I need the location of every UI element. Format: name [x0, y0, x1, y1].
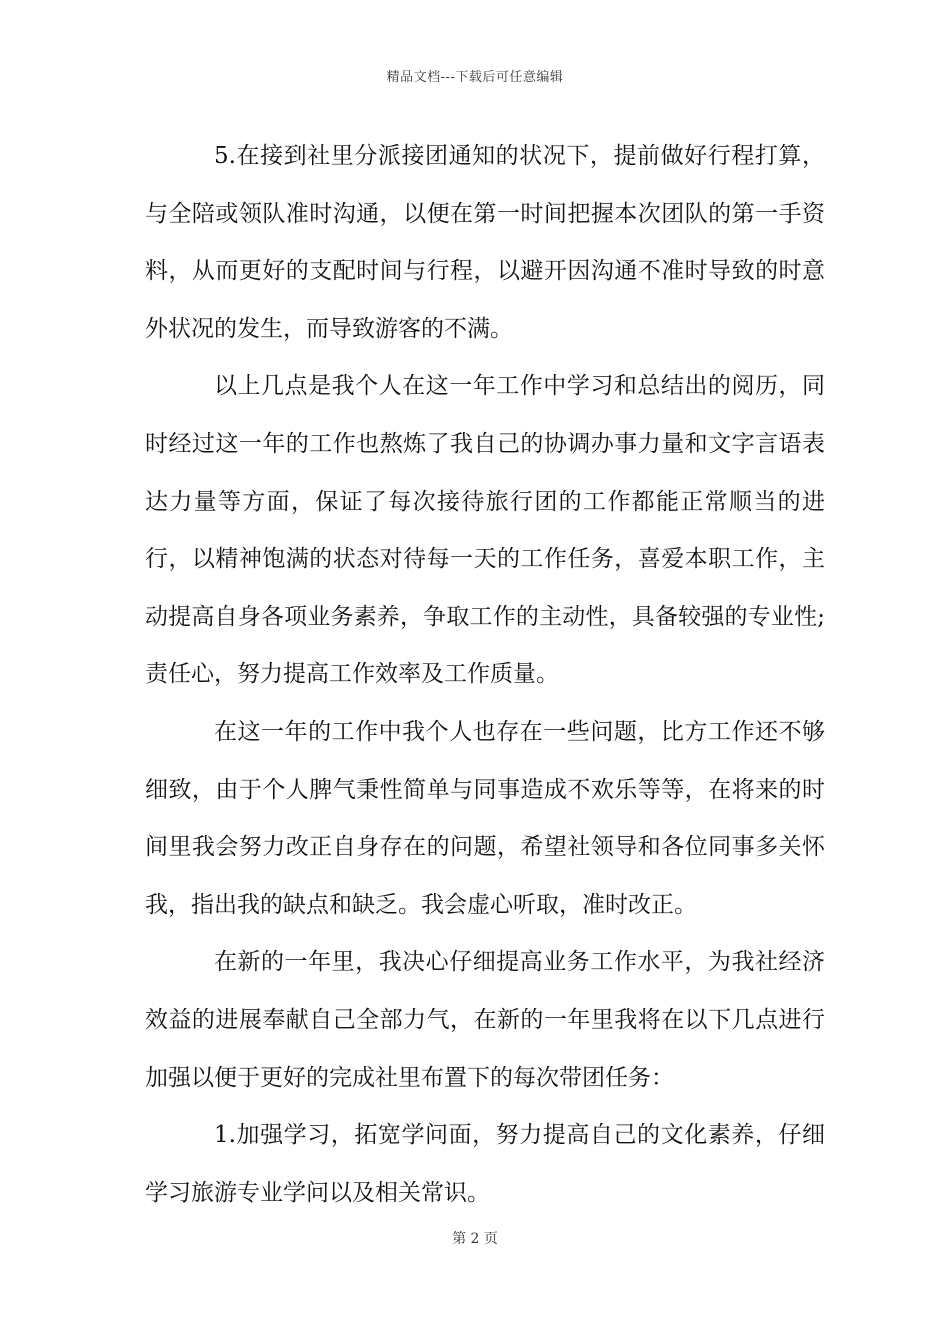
page-header: 精品文档---下载后可任意编辑	[386, 70, 564, 85]
paragraph-1: 5.在接到社里分派接团通知的状况下，提前做好行程打算，与全陪或领队准时沟通，以便在第一时间把握本次团队的第一手资料，从而更好的支配时间与行程，以避开因沟通不准时导致的时意外状况的发生，而导致游客的不满。	[145, 143, 825, 342]
paragraph-5: 1.加强学习，拓宽学问面，努力提高自己的文化素养，仔细学习旅游专业学问以及相关常识。	[145, 1122, 825, 1206]
paragraph-4: 在新的一年里，我决心仔细提高业务工作水平，为我社经济效益的进展奉献自己全部力气，在新的一年里我将在以下几点进行加强以便于更好的完成社里布置下的每次带团任务：	[145, 949, 825, 1091]
page-number: 第 2 页	[452, 1231, 498, 1247]
paragraph-2: 以上几点是我个人在这一年工作中学习和总结出的阅历，同时经过这一年的工作也熬炼了我自己的协调办事力量和文字言语表达力量等方面，保证了每次接待旅行团的工作都能正常顺当的进行，以精神饱满的状态对待每一天的工作任务，喜爱本职工作，主动提高自身各项业务素养，争取工作的主动性，具备较强的专业性;责任心，努力提高工作效率及工作质量。	[145, 373, 825, 688]
document-body	[145, 128, 825, 1222]
paragraph-3: 在这一年的工作中我个人也存在一些问题，比方工作还不够细致，由于个人脾气秉性简单与同事造成不欢乐等等，在将来的时间里我会努力改正自身存在的问题，希望社领导和各位同事多关怀我，指出我的缺点和缺乏。我会虚心听取，准时改正。	[145, 718, 825, 918]
